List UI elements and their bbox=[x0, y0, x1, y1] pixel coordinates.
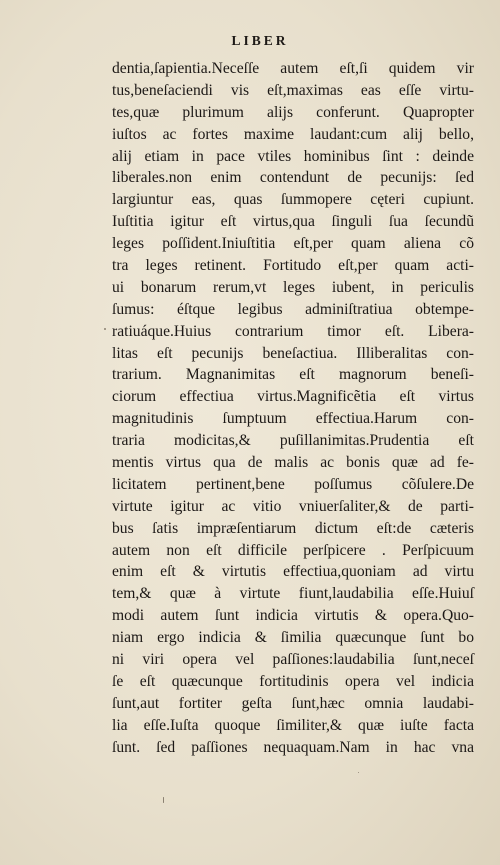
text-line: ui bonarum rerum,vt leges iubent, in periculis bbox=[112, 278, 474, 296]
text-line: tra leges retinent. Fortitudo eſt,per quam acti- bbox=[112, 257, 474, 275]
text-line: Iuſtitia igitur eſt virtus,qua ſinguli ſua ſecundũ bbox=[112, 213, 474, 231]
text-line: dentia,ſapientia.Neceſſe autem eſt,ſi quidem vir bbox=[112, 60, 474, 77]
paper-speck bbox=[104, 328, 106, 330]
text-line: liberales.non enim contendunt de pecunijs: ſed bbox=[112, 169, 474, 187]
text-line: bus ſatis impræſentiarum dictum eſt:de cæteris bbox=[112, 519, 474, 537]
text-line: niam ergo indicia & ſimilia quæcunque ſunt bo bbox=[112, 629, 474, 647]
text-line: ſunt,aut fortiter geſta ſunt,hæc omnia laudabi- bbox=[112, 694, 474, 712]
text-line: licitatem pertinent,bene poſſumus cõſulere.De bbox=[112, 475, 474, 493]
text-line: alij etiam in pace vtiles hominibus ſint : deinde bbox=[112, 147, 474, 165]
body-text bbox=[112, 58, 474, 759]
text-line: iuſtos ac fortes maxime laudant:cum alij bello, bbox=[112, 125, 474, 143]
text-line: modi autem ſunt indicia virtutis & opera.Quo- bbox=[112, 607, 474, 625]
text-line: tem,& quæ à virtute fiunt,laudabilia eſſe.Huiuſ bbox=[112, 585, 474, 603]
text-line: litas eſt pecunijs beneſactiua. Illiberalitas con- bbox=[112, 344, 474, 362]
text-line: ſe eſt quæcunque fortitudinis opera vel indicia bbox=[112, 672, 474, 690]
text-line: leges poſſident.Iniuſtitia eſt,per quam aliena cõ bbox=[112, 235, 474, 253]
text-line: largiuntur eas, quas ſummopere cęteri cupiunt. bbox=[112, 191, 474, 209]
text-line: ſumus: éſtque legibus adminiſtratiua obtempe- bbox=[112, 300, 474, 318]
text-line: mentis virtus qua de malis ac bonis quæ ad fe- bbox=[112, 454, 474, 472]
text-line: lia eſſe.Iuſta quoque ſimiliter,& quæ iuſte facta bbox=[112, 716, 474, 734]
text-line: ſunt. ſed paſſiones nequaquam.Nam in hac vna bbox=[112, 738, 474, 756]
text-line: traria modicitas,& puſillanimitas.Prudentia eſt bbox=[112, 432, 474, 450]
text-line: enim eſt & virtutis effectiua,quoniam ad virtu bbox=[112, 563, 474, 581]
text-line: ciorum effectiua virtus.Magnificẽtia eſt virtus bbox=[112, 388, 474, 406]
paper-speck bbox=[358, 772, 359, 773]
text-line: trarium. Magnanimitas eſt magnorum beneſi- bbox=[112, 366, 474, 384]
text-line: ni viri opera vel paſſiones:laudabilia ſunt,neceſ bbox=[112, 651, 474, 669]
text-line: magnitudinis ſumptuum effectiua.Harum con- bbox=[112, 410, 474, 428]
text-line: virtute igitur ac vitio vniuerſaliter,& de parti- bbox=[112, 497, 474, 515]
text-line: tus,beneſaciendi vis eſt,maximas eas eſſe virtu- bbox=[112, 81, 474, 99]
text-line: tes,quæ plurimum alijs conferunt. Quapropter bbox=[112, 103, 474, 121]
paper-speck bbox=[163, 797, 164, 803]
running-head: LIBER bbox=[231, 33, 289, 48]
text-line: ratiuáque.Huius contrarium timor eſt. Libera- bbox=[112, 322, 474, 340]
text-line: autem non eſt difficile perſpicere . Perſpicuum bbox=[112, 541, 474, 559]
